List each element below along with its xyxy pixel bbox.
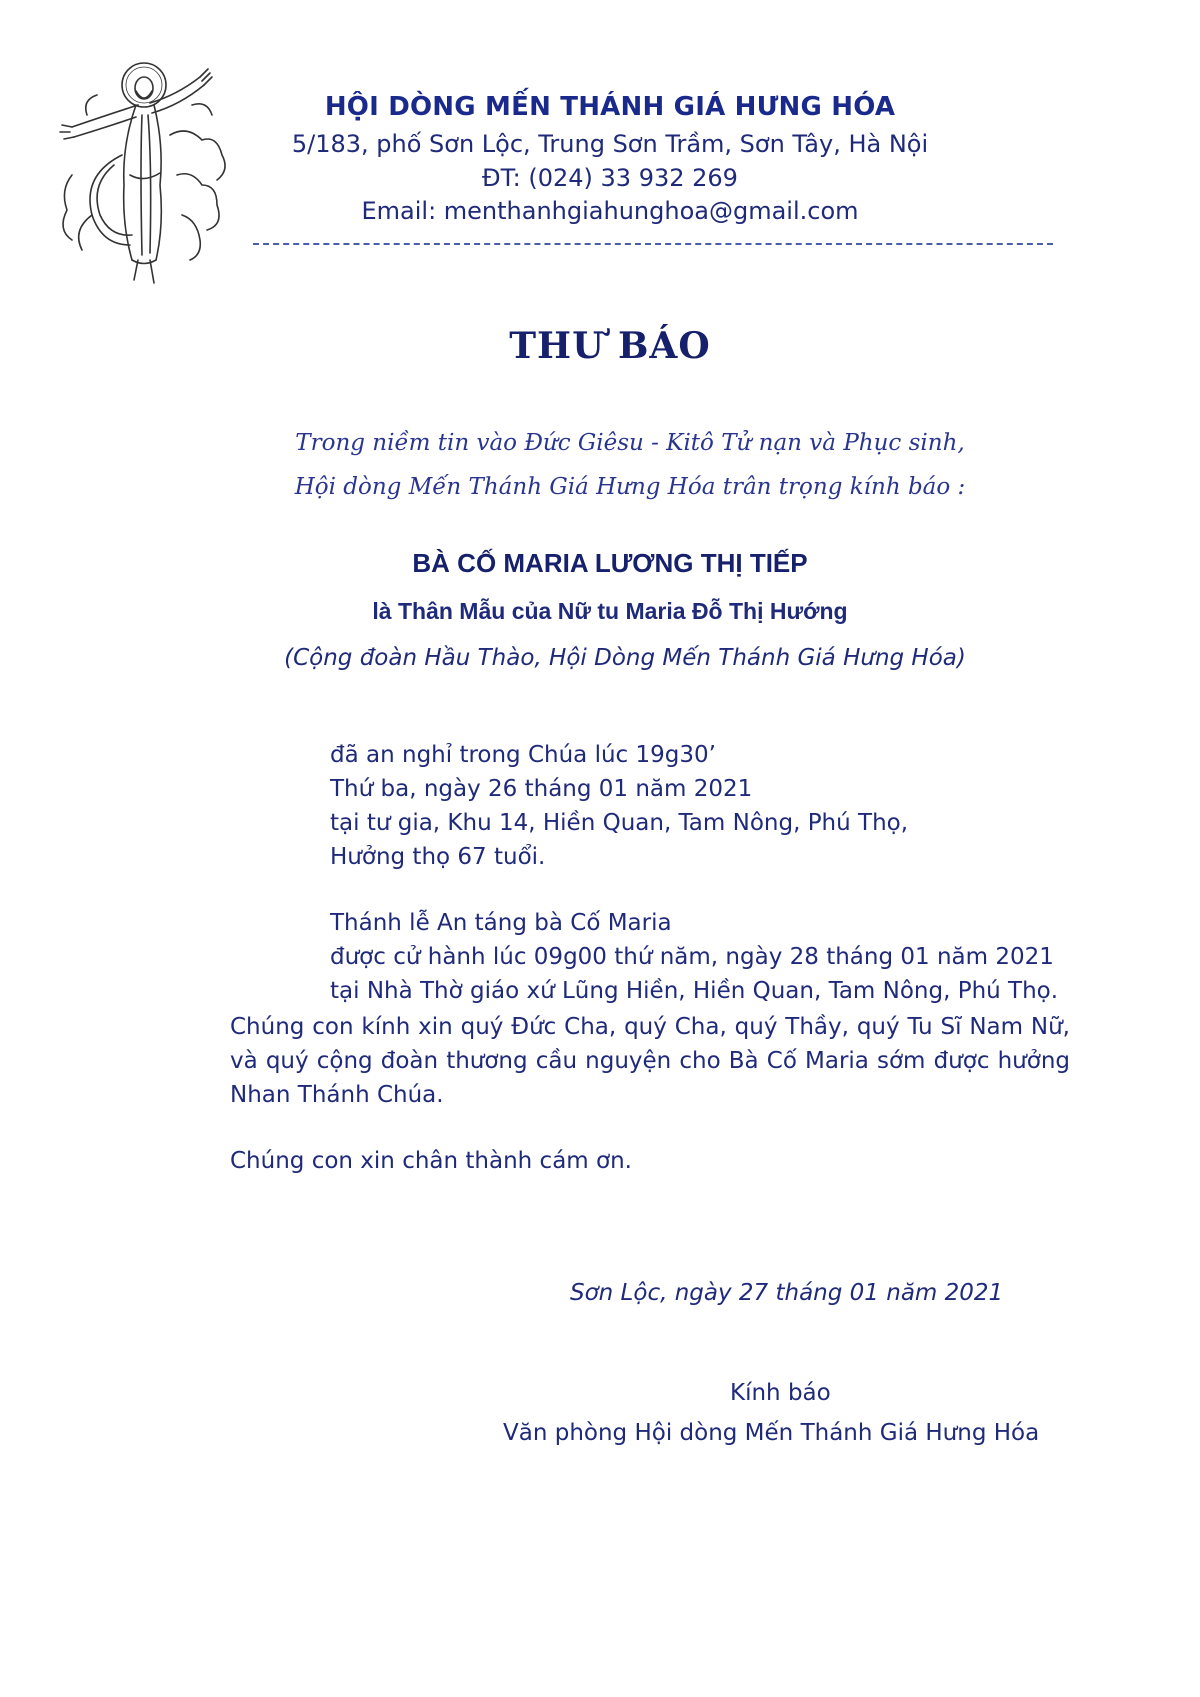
christ-figure-icon [52, 55, 232, 305]
header-divider [253, 243, 1053, 245]
prayer-request: Chúng con kính xin quý Đức Cha, quý Cha, quý Thầy, quý Tu Sĩ Nam Nữ, và quý cộng đoàn thương cầu nguyện cho Bà Cố Maria sớm được hưởng Nhan Thánh Chúa. [230, 1014, 1070, 1108]
death-date: Thứ ba, ngày 26 tháng 01 năm 2021 [330, 776, 753, 802]
funeral-place: tại Nhà Thờ giáo xứ Lũng Hiền, Hiền Quan, Tam Nông, Phú Thọ. [330, 978, 1059, 1004]
funeral-title: Thánh lễ An táng bà Cố Maria [330, 910, 672, 936]
organization-email: Email: menthanhgiahunghoa@gmail.com [361, 197, 859, 225]
organization-name: HỘI DÒNG MẾN THÁNH GIÁ HƯNG HÓA [324, 92, 896, 122]
deceased-relation: là Thân Mẫu của Nữ tu Maria Đỗ Thị Hướng [372, 598, 848, 624]
document-title: THƯ BÁO [509, 325, 711, 367]
deceased-name: BÀ CỐ MARIA LƯƠNG THỊ TIẾP [412, 548, 808, 578]
christ-illustration-logo [52, 55, 232, 305]
community-note: (Cộng đoàn Hầu Thào, Hội Dòng Mến Thánh Giá Hưng Hóa) [284, 645, 966, 671]
death-place: tại tư gia, Khu 14, Hiền Quan, Tam Nông, Phú Thọ, [330, 810, 909, 836]
death-age: Hưởng thọ 67 tuổi. [330, 844, 546, 870]
organization-address: 5/183, phố Sơn Lộc, Trung Sơn Trầm, Sơn Tây, Hà Nội [291, 130, 929, 158]
funeral-time: được cử hành lúc 09g00 thứ năm, ngày 28 tháng 01 năm 2021 [330, 944, 1054, 970]
intro-line-1: Trong niềm tin vào Đức Giêsu - Kitô Tử nạn và Phục sinh, [295, 430, 965, 456]
intro-line-2: Hội dòng Mến Thánh Giá Hưng Hóa trân trọng kính báo : [294, 474, 966, 500]
thanks-line: Chúng con xin chân thành cám ơn. [230, 1148, 632, 1174]
death-time: đã an nghỉ trong Chúa lúc 19g30’ [330, 742, 716, 768]
death-details [330, 738, 908, 874]
organization-phone: ĐT: (024) 33 932 269 [482, 164, 738, 192]
funeral-details [330, 906, 1058, 1008]
signature-line-1: Kính báo [730, 1380, 831, 1406]
date-line: Sơn Lộc, ngày 27 tháng 01 năm 2021 [570, 1280, 1004, 1306]
signature-line-2: Văn phòng Hội dòng Mến Thánh Giá Hưng Hóa [503, 1420, 1040, 1446]
